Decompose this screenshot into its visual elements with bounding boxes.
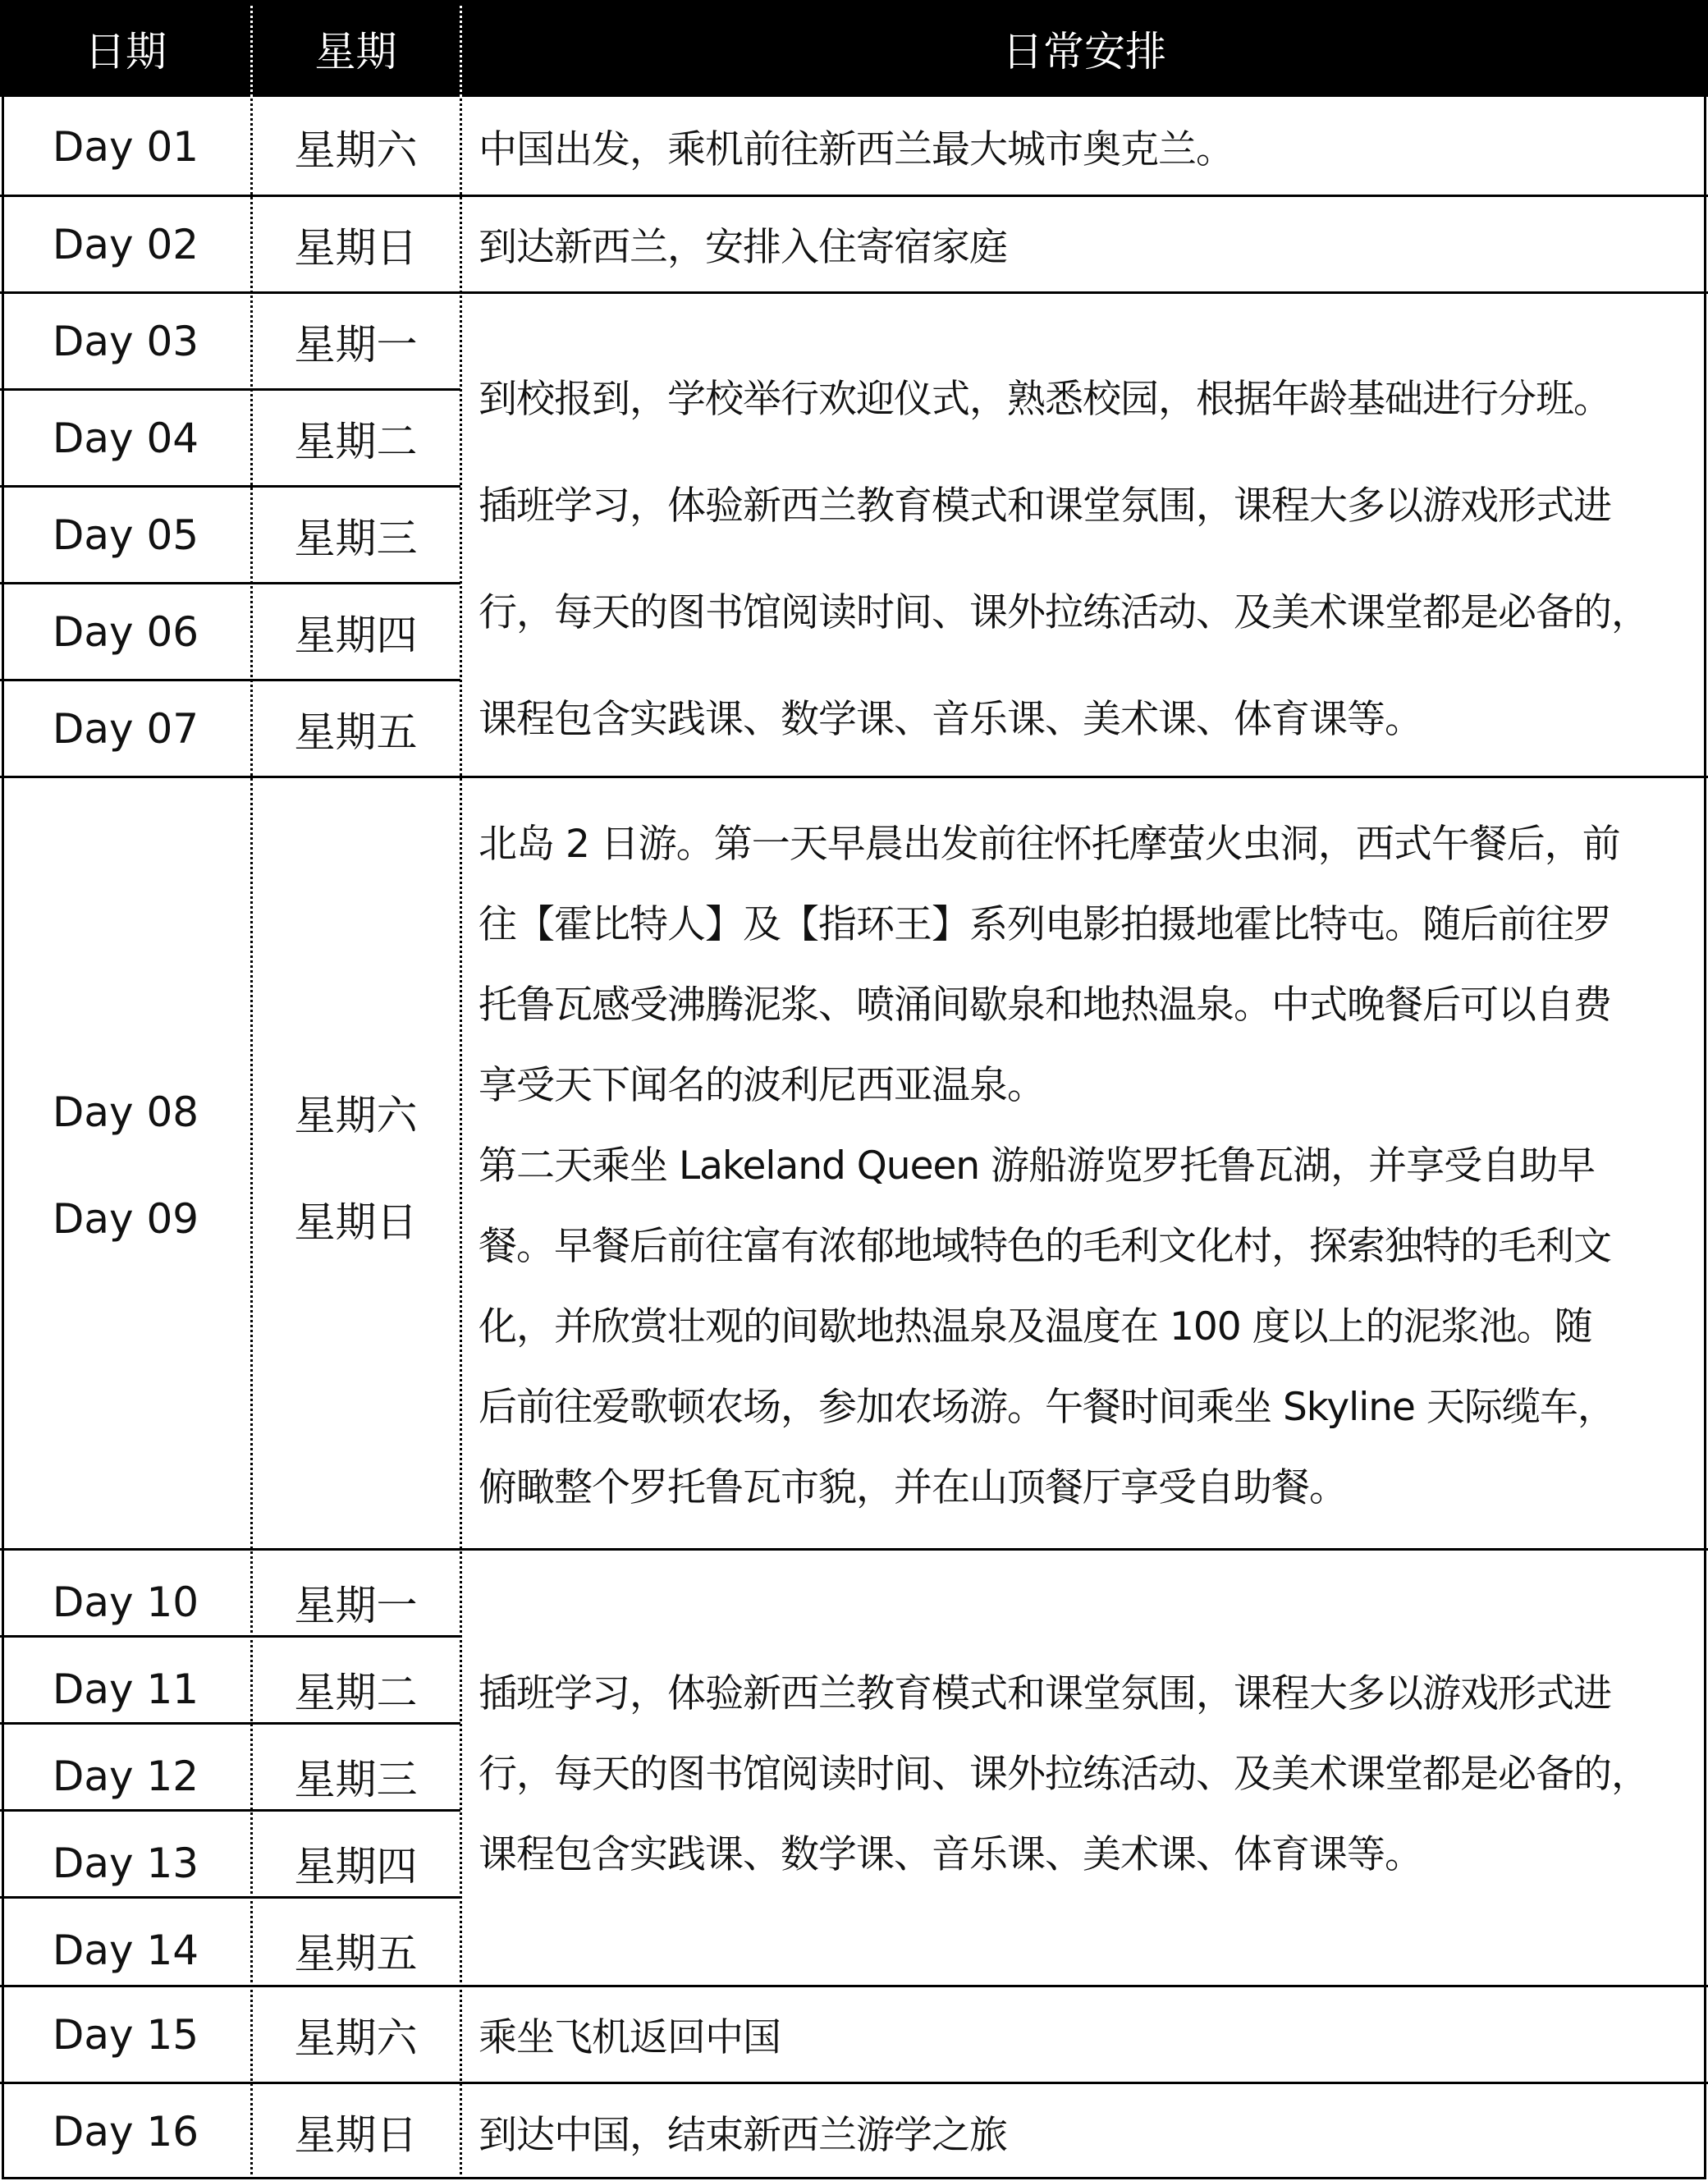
activity-line: 插班学习，体验新西兰教育模式和课堂氛围，课程大多以游戏形式进 bbox=[479, 483, 1611, 529]
activity-line: 插班学习，体验新西兰教育模式和课堂氛围，课程大多以游戏形式进 bbox=[479, 1671, 1611, 1716]
day-cell: Day 09 bbox=[52, 1195, 199, 1243]
day-cell: Day 12 bbox=[52, 1753, 199, 1800]
header-date: 日期 bbox=[85, 28, 167, 76]
day-cell: Day 10 bbox=[52, 1578, 199, 1626]
weekday-cell: 星期二 bbox=[294, 417, 418, 465]
day-cell: Day 08 bbox=[52, 1088, 199, 1136]
weekday-cell: 星期日 bbox=[294, 2111, 418, 2159]
weekday-cell: 星期三 bbox=[294, 514, 418, 562]
weekday-cell: 星期六 bbox=[294, 1092, 418, 1139]
weekday-cell: 星期二 bbox=[294, 1669, 418, 1716]
day-cell: Day 13 bbox=[52, 1840, 199, 1887]
activity-line: 课程包含实践课、数学课、音乐课、美术课、体育课等。 bbox=[479, 1832, 1422, 1877]
day-cell: Day 14 bbox=[52, 1927, 199, 1974]
day-cell: Day 16 bbox=[52, 2108, 199, 2156]
activity-line: 第二天乘坐 Lakeland Queen 游船游览罗托鲁瓦湖，并享受自助早 bbox=[479, 1143, 1596, 1189]
activity-line: 俯瞰整个罗托鲁瓦市貌，并在山顶餐厅享受自助餐。 bbox=[479, 1465, 1347, 1510]
weekday-cell: 星期六 bbox=[294, 126, 418, 174]
activity-line: 往【霍比特人】及【指环王】系列电影拍摄地霍比特屯。随后前往罗 bbox=[479, 902, 1611, 947]
weekday-cell: 星期四 bbox=[294, 611, 418, 659]
activity-line: 北岛 2 日游。第一天早晨出发前往怀托摩萤火虫洞，西式午餐后，前 bbox=[479, 822, 1620, 867]
day-cell: Day 03 bbox=[52, 317, 199, 365]
table-border bbox=[2, 0, 1706, 2179]
weekday-cell: 星期三 bbox=[294, 1756, 418, 1803]
activity-line: 餐。早餐后前往富有浓郁地域特色的毛利文化村，探索独特的毛利文 bbox=[479, 1224, 1611, 1269]
activity-line: 行，每天的图书馆阅读时间、课外拉练活动、及美术课堂都是必备的， bbox=[479, 590, 1649, 635]
activity-line: 行，每天的图书馆阅读时间、课外拉练活动、及美术课堂都是必备的， bbox=[479, 1752, 1649, 1797]
activity-line: 到达中国，结束新西兰游学之旅 bbox=[479, 2112, 1007, 2158]
activity-line: 中国出发，乘机前往新西兰最大城市奥克兰。 bbox=[479, 127, 1234, 172]
weekday-cell: 星期五 bbox=[294, 1930, 418, 1977]
day-cell: Day 01 bbox=[52, 122, 199, 171]
activity-line: 乘坐飞机返回中国 bbox=[479, 2015, 781, 2060]
weekday-cell: 星期一 bbox=[294, 1582, 418, 1629]
activity-line: 课程包含实践课、数学课、音乐课、美术课、体育课等。 bbox=[479, 697, 1422, 742]
weekday-cell: 星期日 bbox=[294, 1198, 418, 1246]
day-cell: Day 15 bbox=[52, 2010, 199, 2059]
weekday-cell: 星期六 bbox=[294, 2014, 418, 2062]
day-cell: Day 05 bbox=[52, 511, 199, 559]
activity-line: 享受天下闻名的波利尼西亚温泉。 bbox=[479, 1063, 1045, 1108]
day-cell: Day 07 bbox=[52, 704, 199, 753]
activity-line: 托鲁瓦感受沸腾泥浆、喷涌间歇泉和地热温泉。中式晚餐后可以自费 bbox=[479, 983, 1611, 1028]
weekday-cell: 星期一 bbox=[294, 320, 418, 369]
weekday-cell: 星期五 bbox=[294, 708, 418, 756]
weekday-cell: 星期四 bbox=[294, 1843, 418, 1890]
activity-line: 到校报到，学校举行欢迎仪式，熟悉校园，根据年龄基础进行分班。 bbox=[479, 377, 1611, 422]
day-cell: Day 02 bbox=[52, 220, 199, 268]
activity-line: 到达新西兰，安排入住寄宿家庭 bbox=[479, 225, 1007, 270]
activity-line: 后前往爱歌顿农场，参加农场游。午餐时间乘坐 Skyline 天际缆车， bbox=[479, 1385, 1615, 1430]
day-cell: Day 04 bbox=[52, 414, 199, 462]
header-schedule: 日常安排 bbox=[1002, 28, 1166, 76]
activity-line: 化，并欣赏壮观的间歇地热温泉及温度在 100 度以上的泥浆池。随 bbox=[479, 1304, 1592, 1349]
weekday-cell: 星期日 bbox=[294, 223, 418, 272]
day-cell: Day 11 bbox=[52, 1666, 199, 1713]
day-cell: Day 06 bbox=[52, 607, 199, 656]
header-weekday: 星期 bbox=[314, 28, 397, 76]
